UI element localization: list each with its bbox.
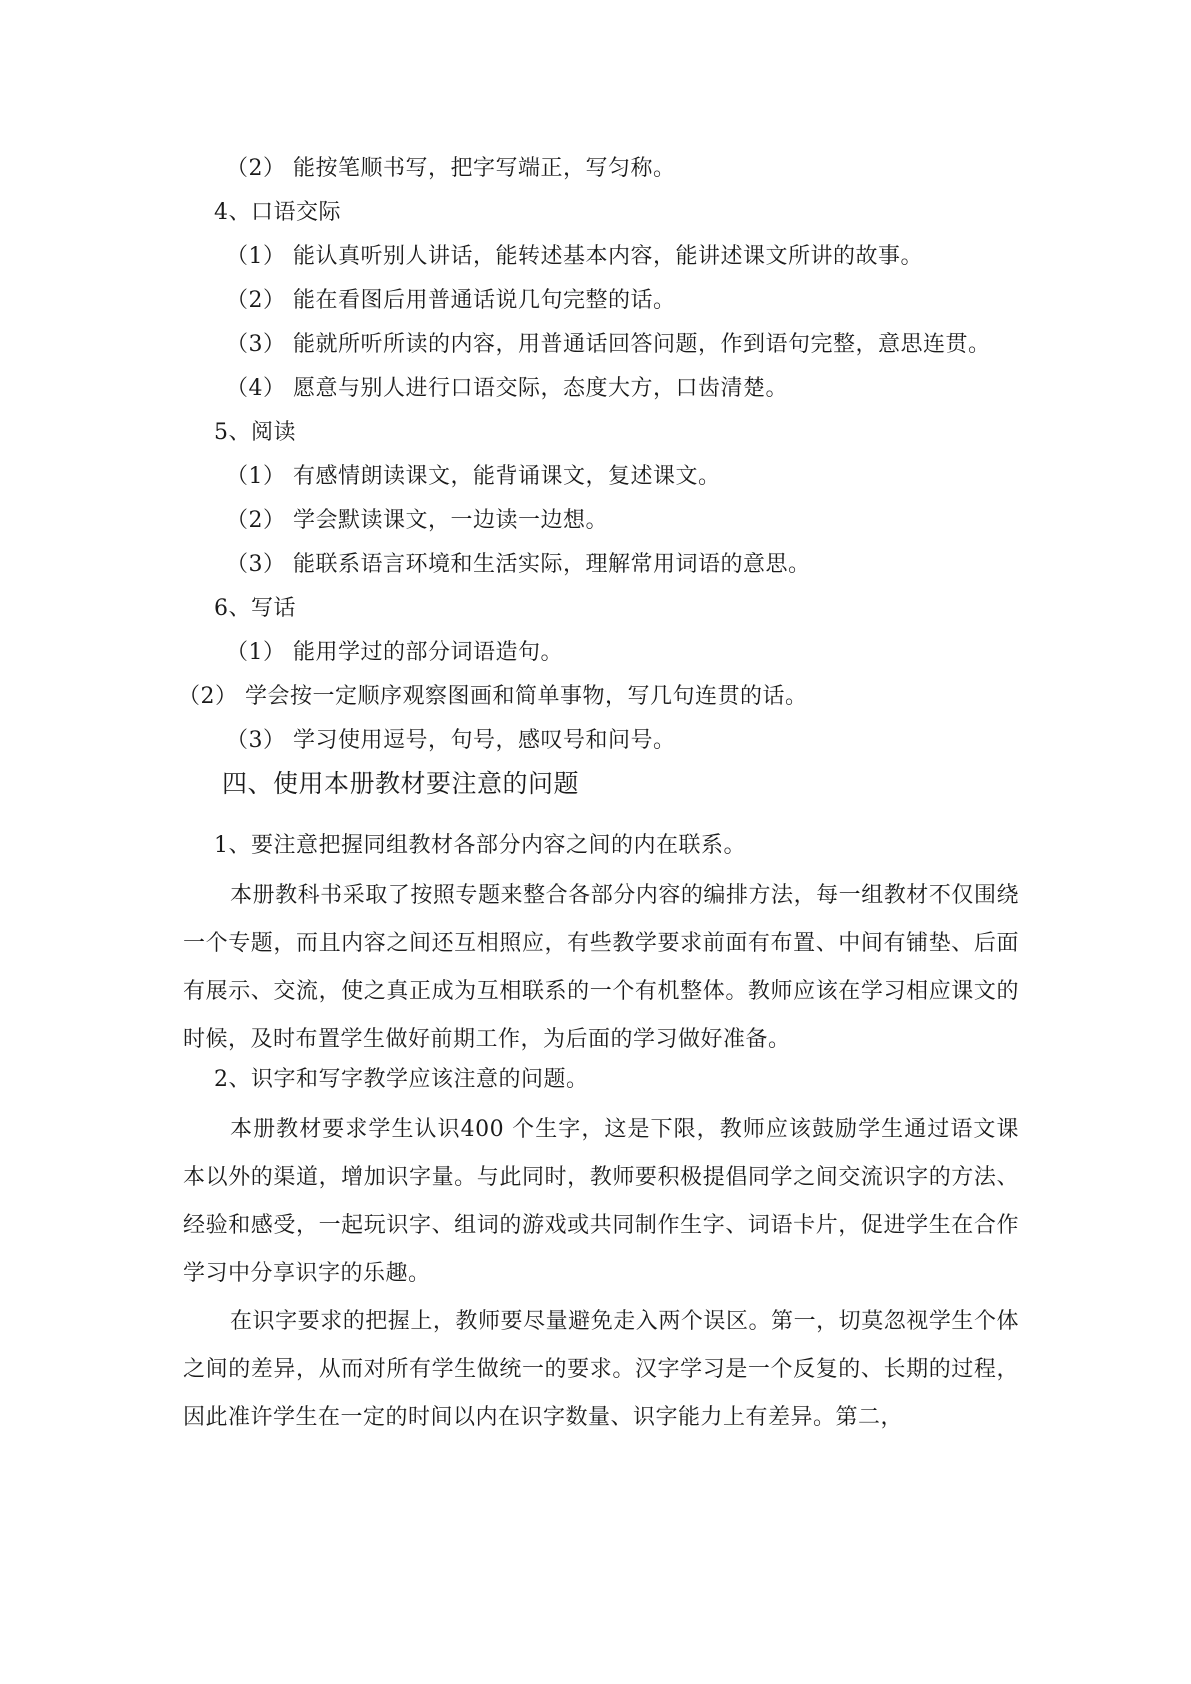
reading-item-2: （2） 学会默读课文，一边读一边想。 — [226, 508, 608, 533]
section-heading: 四、使用本册教材要注意的问题 — [222, 769, 580, 798]
reading-item-3: （3） 能联系语言环境和生活实际，理解常用词语的意思。 — [226, 552, 811, 577]
section-reading-title: 5、阅读 — [214, 420, 296, 445]
writing-sentence-item-2: （2） 学会按一定顺序观察图画和简单事物，写几句连贯的话。 — [178, 684, 808, 709]
item1-title: 1、要注意把握同组教材各部分内容之间的内在联系。 — [214, 833, 746, 858]
oral-item-4: （4） 愿意与别人进行口语交际，态度大方，口齿清楚。 — [226, 376, 788, 401]
section-oral-communication-title: 4、口语交际 — [214, 200, 341, 225]
item2-paragraph-1: 本册教材要求学生认识400 个生字，这是下限，教师应该鼓励学生通过语文课本以外的渠道，增加识字量。与此同时，教师要积极提倡同学之间交流识字的方法、经验和感受，一起玩识字、组词的游戏或共同制作生字、词语卡片，促进学生在合作学习中分享识字的乐趣。 — [183, 1117, 1019, 1286]
oral-item-1: （1） 能认真听别人讲话，能转述基本内容，能讲述课文所讲的故事。 — [226, 244, 923, 269]
writing-item-2: （2） 能按笔顺书写，把字写端正，写匀称。 — [226, 156, 676, 181]
writing-sentence-item-1: （1） 能用学过的部分词语造句。 — [226, 640, 563, 665]
section-writing-title: 6、写话 — [214, 596, 296, 621]
item2-title: 2、识字和写字教学应该注意的问题。 — [214, 1067, 589, 1092]
item2-paragraph-2: 在识字要求的把握上，教师要尽量避免走入两个误区。第一，切莫忽视学生个体之间的差异，从而对所有学生做统一的要求。汉字学习是一个反复的、长期的过程，因此准许学生在一定的时间以内在识字数量、识字能力上有差异。第二， — [183, 1309, 1019, 1430]
reading-item-1: （1） 有感情朗读课文，能背诵课文，复述课文。 — [226, 464, 721, 489]
oral-item-2: （2） 能在看图后用普通话说几句完整的话。 — [226, 288, 676, 313]
oral-item-3: （3） 能就所听所读的内容，用普通话回答问题，作到语句完整，意思连贯。 — [226, 332, 991, 357]
writing-sentence-item-3: （3） 学习使用逗号，句号，感叹号和问号。 — [226, 728, 676, 753]
item1-paragraph: 本册教科书采取了按照专题来整合各部分内容的编排方法，每一组教材不仅围绕一个专题，而且内容之间还互相照应，有些教学要求前面有布置、中间有铺垫、后面有展示、交流，使之真正成为互相联系的一个有机整体。教师应该在学习相应课文的时候，及时布置学生做好前期工作，为后面的学习做好准备。 — [183, 883, 1019, 1052]
